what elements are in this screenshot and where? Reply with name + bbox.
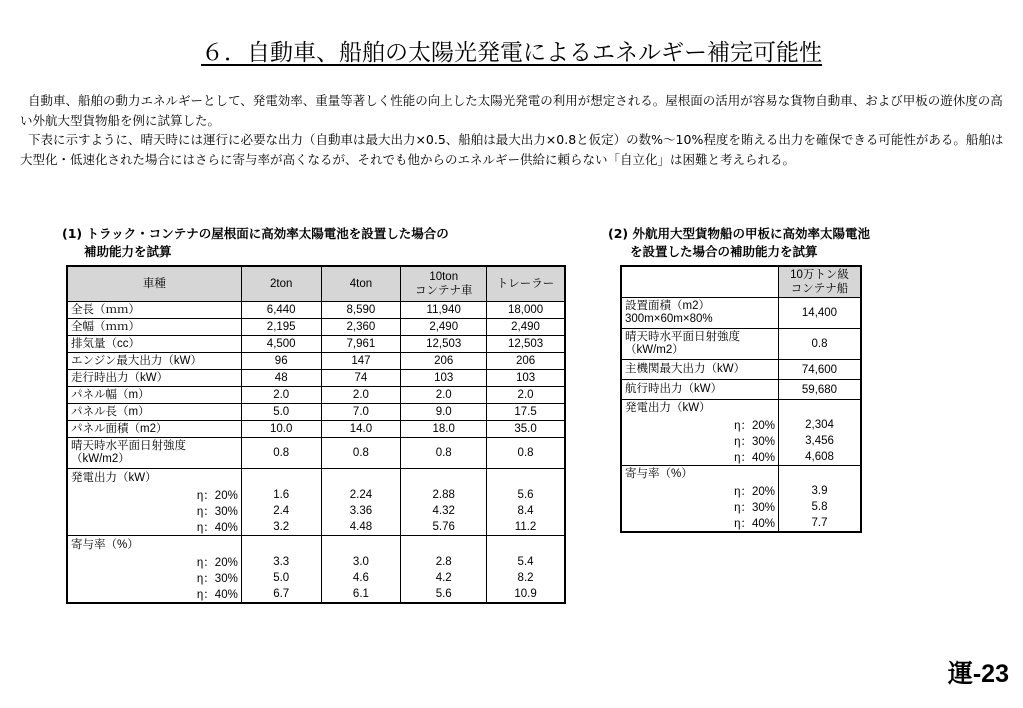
table-row xyxy=(621,449,861,466)
table1-cell: 10.9 xyxy=(487,586,565,603)
paragraph-2-text: 下表に示すように、晴天時には運行に必要な出力（自動車は最大出力×0.5、船舶は最大出力×0.8と仮定）の数%～10%程度を賄える出力を確保できる可能性がある。船舶は大型化・低速化された場合にはさらに寄与率が高くなるが、それでも他からのエネルギー供給に頼らない「自立化」は困難と考えられる。 xyxy=(20,132,1004,167)
table2-cell: 59,680 xyxy=(779,380,862,400)
table1-caption xyxy=(62,225,449,261)
table1-group-label: 寄与率（%） xyxy=(67,536,241,555)
table1-cell: 103 xyxy=(401,370,487,387)
body-text xyxy=(20,91,1005,169)
table2-header-blank xyxy=(621,266,779,298)
table2-row-label: 設置面積（m2） 300m×60m×80% xyxy=(621,298,779,329)
table1-cell: 2,490 xyxy=(401,319,487,336)
table1-cell: 18,000 xyxy=(487,302,565,319)
table2-caption-line2: を設置した場合の補助能力を試算 xyxy=(630,244,818,259)
table2-cell xyxy=(779,466,862,484)
table1-row-label: 晴天時水平面日射強度 （kW/m2） xyxy=(67,438,241,469)
table2-eta-label: η：40% xyxy=(621,515,779,532)
table1-eta-label: η：40% xyxy=(67,519,241,536)
table-row xyxy=(67,319,565,336)
table1-cell: 74 xyxy=(321,370,401,387)
table1-cell: 8.4 xyxy=(487,503,565,519)
table-row xyxy=(67,586,565,603)
table2-header-row xyxy=(621,266,861,298)
table2-cell: 74,600 xyxy=(779,360,862,380)
table1-cell: 10.0 xyxy=(241,421,321,438)
table2-caption xyxy=(608,225,870,261)
table1-cell: 2,360 xyxy=(321,319,401,336)
table-row xyxy=(67,421,565,438)
table-row xyxy=(67,570,565,586)
table-row xyxy=(67,370,565,387)
table1-cell xyxy=(401,469,487,488)
table2-cell: 3.9 xyxy=(779,483,862,499)
table1-cell: 4.48 xyxy=(321,519,401,536)
table-row xyxy=(621,433,861,449)
table1-header-cell: 4ton xyxy=(321,266,401,302)
table1-cell: 3.36 xyxy=(321,503,401,519)
ship-table xyxy=(620,265,862,533)
table1-cell xyxy=(487,536,565,555)
table1-cell: 6.1 xyxy=(321,586,401,603)
table1-cell: 147 xyxy=(321,353,401,370)
table-row xyxy=(67,353,565,370)
table1-cell: 8,590 xyxy=(321,302,401,319)
table1-cell: 12,503 xyxy=(487,336,565,353)
table1-cell: 18.0 xyxy=(401,421,487,438)
table1-cell xyxy=(321,536,401,555)
table2-cell xyxy=(779,400,862,418)
table2-cell: 5.8 xyxy=(779,499,862,515)
table1-cell: 2,195 xyxy=(241,319,321,336)
table-row xyxy=(621,483,861,499)
table1-row-label: 排気量（cc） xyxy=(67,336,241,353)
table2-caption-line1: (2) 外航用大型貨物船の甲板に高効率太陽電池 xyxy=(608,226,870,241)
table1-header-cell: トレーラー xyxy=(487,266,565,302)
table-row xyxy=(67,336,565,353)
table1-cell: 5.6 xyxy=(487,487,565,503)
table2-eta-label: η：20% xyxy=(621,417,779,433)
table1-cell xyxy=(241,469,321,488)
table1-cell: 48 xyxy=(241,370,321,387)
table1-caption-line1: (1) トラック・コンテナの屋根面に高効率太陽電池を設置した場合の xyxy=(62,226,449,241)
table1-cell: 2.0 xyxy=(241,387,321,404)
table1-cell: 4,500 xyxy=(241,336,321,353)
table1-row-label: 全幅（ｍｍ） xyxy=(67,319,241,336)
table1-eta-label: η：40% xyxy=(67,586,241,603)
table1-cell: 5.4 xyxy=(487,554,565,570)
table1-cell: 0.8 xyxy=(487,438,565,469)
table-row xyxy=(67,503,565,519)
table1-row-label: エンジン最大出力（kW） xyxy=(67,353,241,370)
table-row xyxy=(67,469,565,488)
table2-group-label: 発電出力（kW） xyxy=(621,400,779,418)
table1-cell: 1.6 xyxy=(241,487,321,503)
table2-cell: 0.8 xyxy=(779,329,862,360)
table1-cell xyxy=(487,469,565,488)
table1-header-cell: 10ton コンテナ車 xyxy=(401,266,487,302)
table-row xyxy=(67,302,565,319)
table1-eta-label: η：30% xyxy=(67,570,241,586)
table-row xyxy=(67,536,565,555)
paragraph-2 xyxy=(20,130,1005,169)
table1-cell: 2.0 xyxy=(487,387,565,404)
paragraph-1-text: 自動車、船舶の動力エネルギーとして、発電効率、重量等著しく性能の向上した太陽光発電の利用が想定される。屋根面の活用が容易な貨物自動車、および甲板の遊休度の高い外航大型貨物船を例に試算した。 xyxy=(20,93,1003,128)
table1-caption-line2: 補助能力を試算 xyxy=(84,244,172,259)
table-row xyxy=(621,515,861,532)
table1-cell: 2,490 xyxy=(487,319,565,336)
table2-row-label: 航行時出力（kW） xyxy=(621,380,779,400)
table1-eta-label: η：20% xyxy=(67,487,241,503)
table1-cell: 12,503 xyxy=(401,336,487,353)
table-row xyxy=(67,519,565,536)
page-number: 運-23 xyxy=(947,660,1009,688)
table1-cell: 5.76 xyxy=(401,519,487,536)
table1-cell: 14.0 xyxy=(321,421,401,438)
table-row xyxy=(621,400,861,418)
table1-cell xyxy=(401,536,487,555)
table1-cell: 2.4 xyxy=(241,503,321,519)
page-title-text: ６．自動車、船舶の太陽光発電によるエネルギー補完可能性 xyxy=(201,40,822,66)
table1-cell: 206 xyxy=(401,353,487,370)
truck-table xyxy=(66,265,566,604)
table1-cell: 4.6 xyxy=(321,570,401,586)
table1-cell: 2.0 xyxy=(401,387,487,404)
table1-cell: 9.0 xyxy=(401,404,487,421)
table-row xyxy=(621,329,861,360)
table1-cell: 5.0 xyxy=(241,570,321,586)
table1-cell: 11,940 xyxy=(401,302,487,319)
table1-cell: 0.8 xyxy=(401,438,487,469)
table1-cell: 4.32 xyxy=(401,503,487,519)
paragraph-1 xyxy=(20,91,1005,130)
table1-cell: 3.3 xyxy=(241,554,321,570)
table1-cell: 3.2 xyxy=(241,519,321,536)
table2-cell: 2,304 xyxy=(779,417,862,433)
table1-cell xyxy=(241,536,321,555)
table1-cell: 0.8 xyxy=(241,438,321,469)
table1-cell: 5.6 xyxy=(401,586,487,603)
page-title xyxy=(0,34,1023,67)
table2-cell: 7.7 xyxy=(779,515,862,532)
table-row xyxy=(621,499,861,515)
table1-cell: 96 xyxy=(241,353,321,370)
table1-group-label: 発電出力（kW） xyxy=(67,469,241,488)
table1-cell: 5.0 xyxy=(241,404,321,421)
table2-row-label: 主機関最大出力（kW） xyxy=(621,360,779,380)
table-row xyxy=(67,487,565,503)
table1-cell: 206 xyxy=(487,353,565,370)
table1-cell: 2.24 xyxy=(321,487,401,503)
table2-eta-label: η：20% xyxy=(621,483,779,499)
table1-eta-label: η：20% xyxy=(67,554,241,570)
table1-cell: 103 xyxy=(487,370,565,387)
table1-header-cell: 2ton xyxy=(241,266,321,302)
table1-cell: 2.88 xyxy=(401,487,487,503)
table1-cell: 17.5 xyxy=(487,404,565,421)
table2-eta-label: η：40% xyxy=(621,449,779,466)
table1-row-label: パネル長（m） xyxy=(67,404,241,421)
table2-eta-label: η：30% xyxy=(621,433,779,449)
table2-cell: 3,456 xyxy=(779,433,862,449)
table1-cell: 7.0 xyxy=(321,404,401,421)
table-row xyxy=(67,387,565,404)
table-row xyxy=(621,380,861,400)
table1-header-cell: 車種 xyxy=(67,266,241,302)
table1-cell: 11.2 xyxy=(487,519,565,536)
table2-header-cell: 10万トン級 コンテナ船 xyxy=(779,266,862,298)
table1-cell: 2.0 xyxy=(321,387,401,404)
table-row xyxy=(67,404,565,421)
table1-cell: 7,961 xyxy=(321,336,401,353)
table2-row-label: 晴天時水平面日射強度 （kW/m2） xyxy=(621,329,779,360)
table1-cell: 35.0 xyxy=(487,421,565,438)
table1-row-label: パネル幅（m） xyxy=(67,387,241,404)
table-row xyxy=(67,554,565,570)
table1-cell: 6,440 xyxy=(241,302,321,319)
table-row xyxy=(67,438,565,469)
table2-group-label: 寄与率（%） xyxy=(621,466,779,484)
table1-cell: 4.2 xyxy=(401,570,487,586)
table1-cell: 2.8 xyxy=(401,554,487,570)
table1-row-label: 走行時出力（kW） xyxy=(67,370,241,387)
table1-cell: 8.2 xyxy=(487,570,565,586)
table1-cell: 0.8 xyxy=(321,438,401,469)
table2-cell: 4,608 xyxy=(779,449,862,466)
table-row xyxy=(621,466,861,484)
table2-cell: 14,400 xyxy=(779,298,862,329)
table1-cell: 6.7 xyxy=(241,586,321,603)
table1-cell xyxy=(321,469,401,488)
table-row xyxy=(621,360,861,380)
table1-cell: 3.0 xyxy=(321,554,401,570)
table2-eta-label: η：30% xyxy=(621,499,779,515)
table1-header-row xyxy=(67,266,565,302)
table1-eta-label: η：30% xyxy=(67,503,241,519)
table1-row-label: 全長（ｍｍ） xyxy=(67,302,241,319)
table-row xyxy=(621,298,861,329)
table-row xyxy=(621,417,861,433)
table1-row-label: パネル面積（m2） xyxy=(67,421,241,438)
